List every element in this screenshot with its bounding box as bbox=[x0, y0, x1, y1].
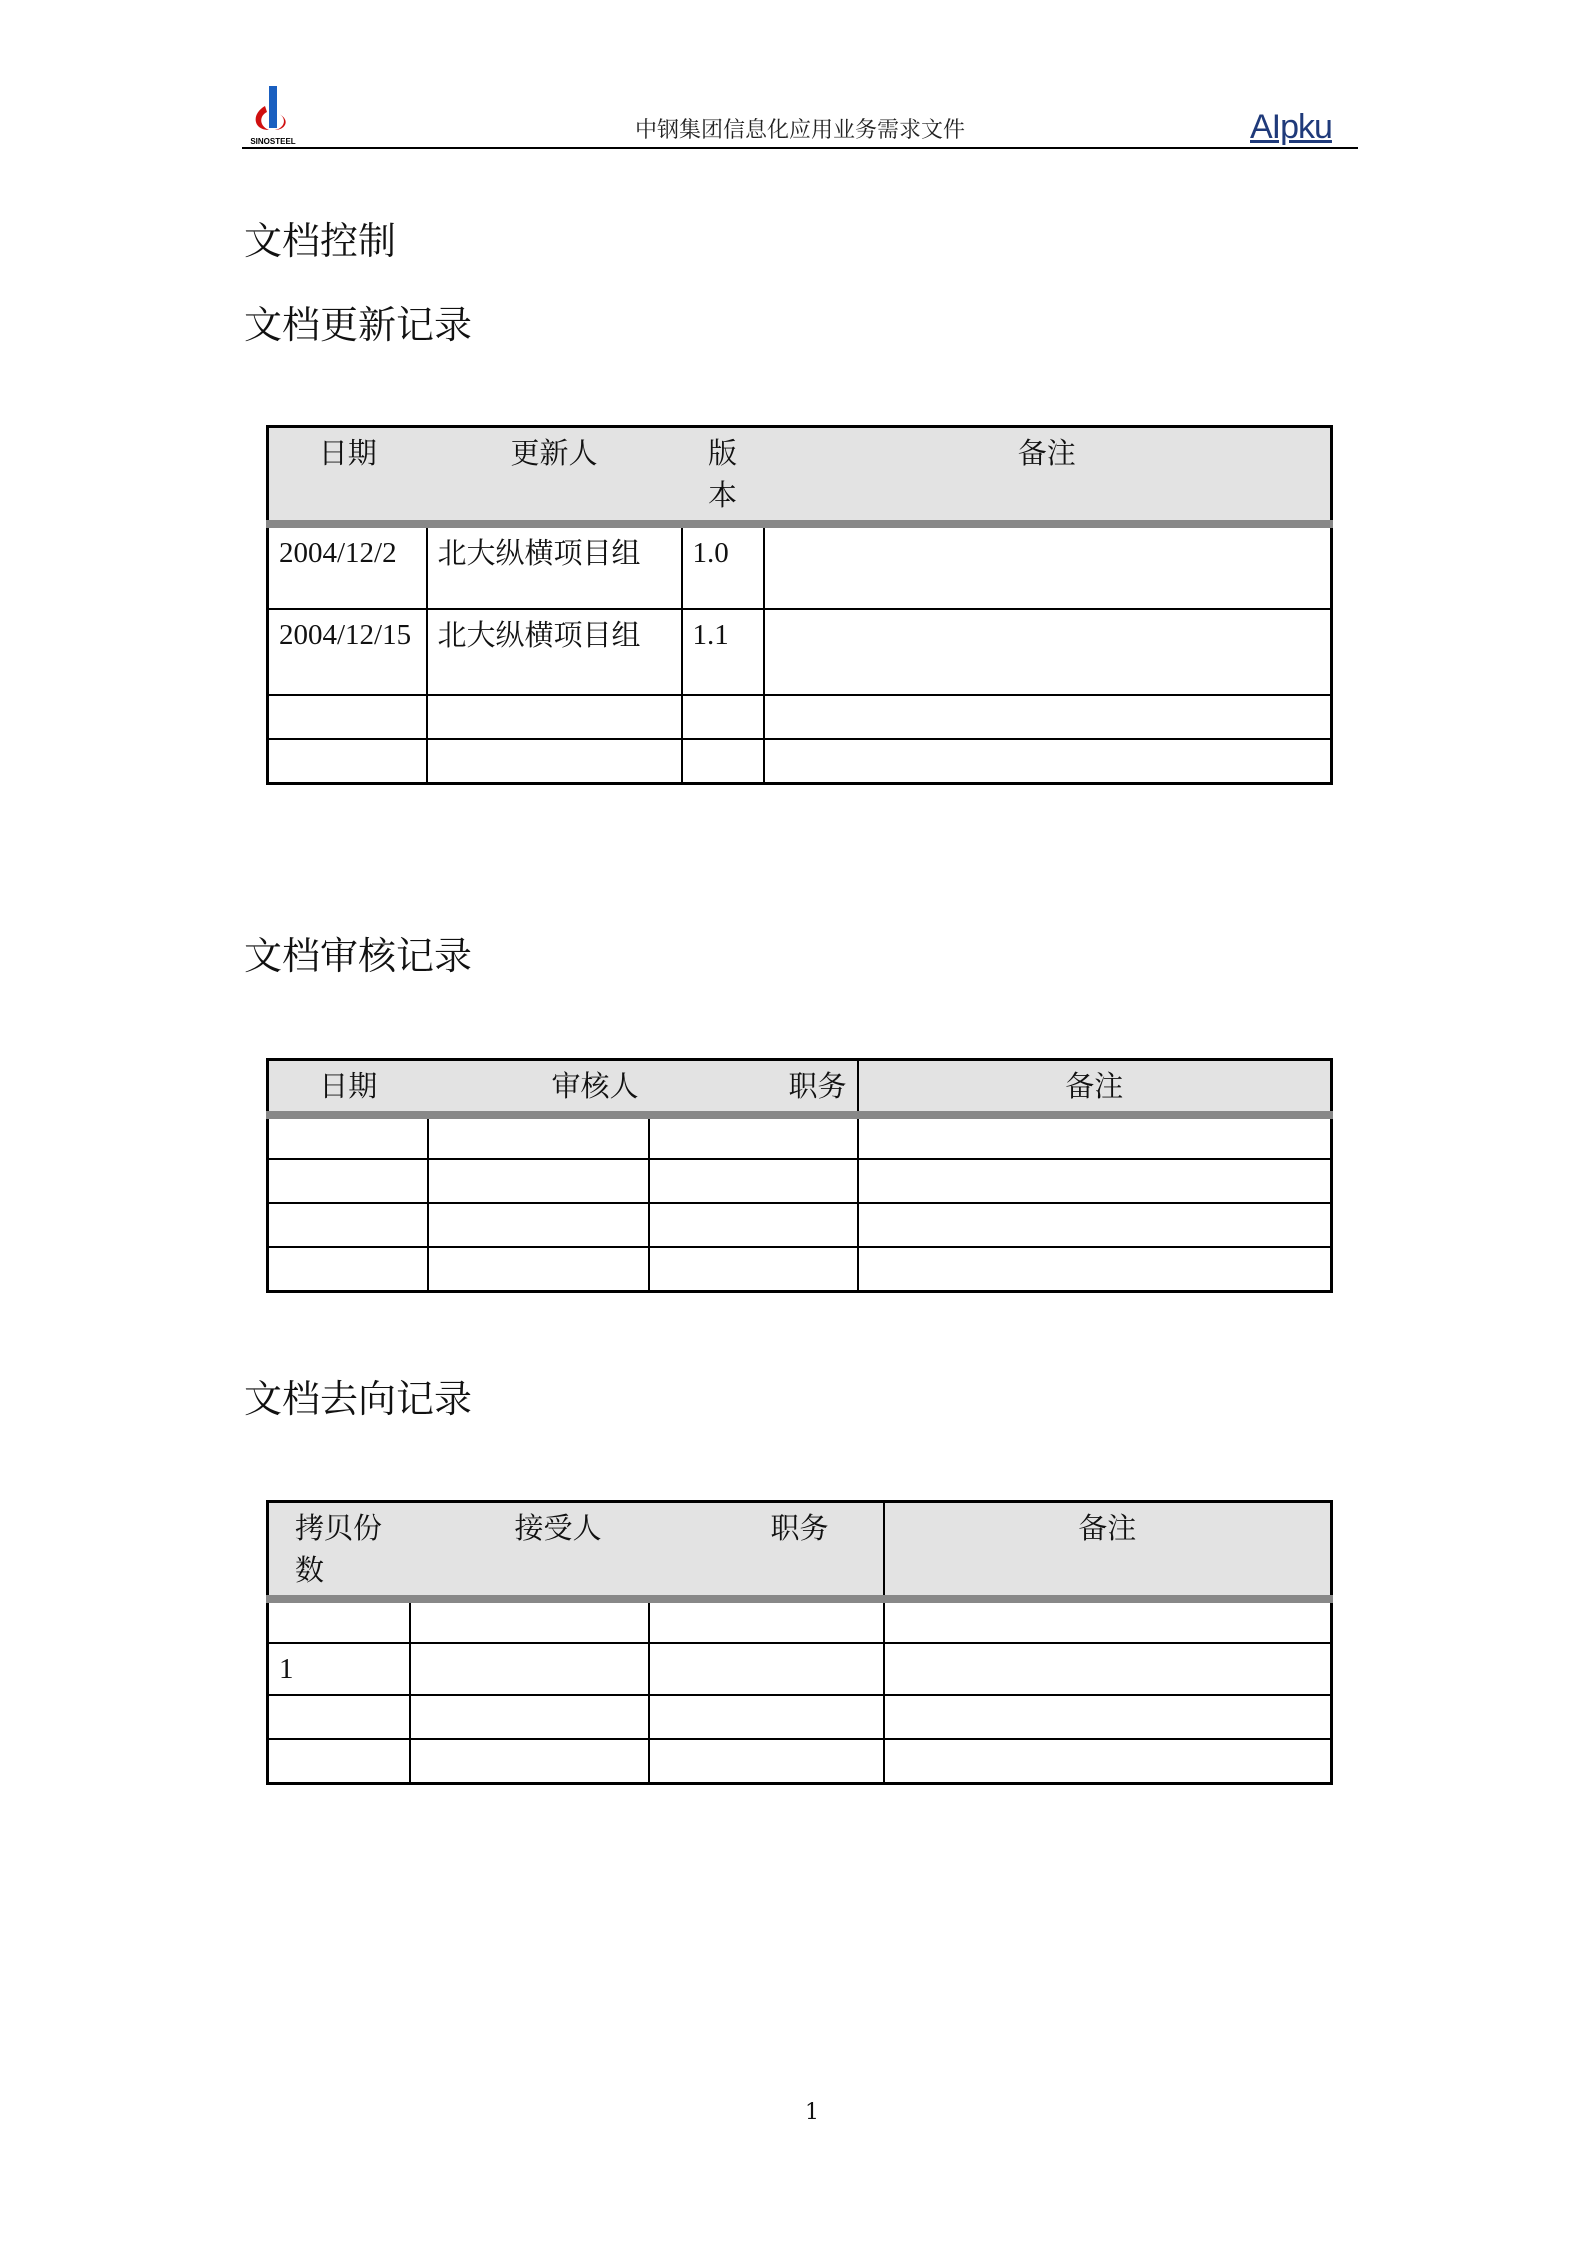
column-header: 日期 bbox=[268, 1060, 428, 1116]
cell bbox=[884, 1643, 1332, 1695]
table-row bbox=[268, 1115, 1332, 1159]
cell bbox=[268, 1115, 428, 1159]
aipku-logo: AIpku bbox=[1250, 108, 1332, 146]
cell bbox=[884, 1739, 1332, 1783]
heading-update-record: 文档更新记录 bbox=[244, 303, 473, 347]
heading-document-control: 文档控制 bbox=[244, 219, 397, 263]
cell bbox=[428, 1203, 649, 1247]
cell bbox=[268, 1739, 410, 1783]
table-row bbox=[268, 1203, 1332, 1247]
cell bbox=[410, 1695, 649, 1739]
table-row bbox=[268, 609, 1332, 695]
column-header: 拷贝份数 bbox=[268, 1502, 410, 1600]
table-row bbox=[268, 524, 1332, 609]
cell bbox=[649, 1115, 858, 1159]
svg-text:SINOSTEEL: SINOSTEEL bbox=[250, 137, 296, 146]
table-row bbox=[268, 739, 1332, 783]
cell bbox=[649, 1695, 884, 1739]
column-header: 备注 bbox=[858, 1060, 1332, 1116]
cell bbox=[268, 695, 427, 739]
cell-updater: 北大纵横项目组 bbox=[427, 524, 682, 609]
cell bbox=[268, 1695, 410, 1739]
page-number: 1 bbox=[805, 2100, 819, 2125]
cell bbox=[764, 739, 1332, 783]
cell bbox=[858, 1159, 1332, 1203]
cell bbox=[649, 1159, 858, 1203]
column-header: 日期 bbox=[268, 427, 427, 525]
cell bbox=[268, 1247, 428, 1291]
update-record-table bbox=[266, 425, 1333, 785]
cell-version: 1.0 bbox=[682, 524, 764, 609]
cell bbox=[410, 1599, 649, 1643]
table-header-row bbox=[268, 1502, 1332, 1600]
distribution-record-table bbox=[266, 1500, 1333, 1785]
table-row bbox=[268, 1247, 1332, 1291]
cell-copies: 1 bbox=[268, 1643, 410, 1695]
cell-updater: 北大纵横项目组 bbox=[427, 609, 682, 695]
cell bbox=[682, 695, 764, 739]
cell bbox=[268, 739, 427, 783]
table-row bbox=[268, 1643, 1332, 1695]
cell-date: 2004/12/15 bbox=[268, 609, 427, 695]
cell bbox=[268, 1203, 428, 1247]
column-header: 更新人 bbox=[427, 427, 682, 525]
cell bbox=[427, 695, 682, 739]
cell bbox=[268, 1599, 410, 1643]
table-header-row bbox=[268, 427, 1332, 525]
cell bbox=[427, 739, 682, 783]
cell bbox=[428, 1115, 649, 1159]
cell bbox=[884, 1695, 1332, 1739]
cell bbox=[858, 1203, 1332, 1247]
table-row bbox=[268, 1695, 1332, 1739]
cell bbox=[649, 1203, 858, 1247]
cell bbox=[428, 1159, 649, 1203]
cell bbox=[428, 1247, 649, 1291]
cell bbox=[649, 1247, 858, 1291]
column-header: 备注 bbox=[884, 1502, 1332, 1600]
cell-remark bbox=[764, 524, 1332, 609]
cell-remark bbox=[764, 609, 1332, 695]
cell bbox=[649, 1643, 884, 1695]
heading-review-record: 文档审核记录 bbox=[244, 934, 473, 978]
cell bbox=[410, 1643, 649, 1695]
header-divider bbox=[242, 147, 1358, 149]
table-header-row bbox=[268, 1060, 1332, 1116]
cell bbox=[884, 1599, 1332, 1643]
header-title: 中钢集团信息化应用业务需求文件 bbox=[634, 118, 965, 143]
column-header: 职务 bbox=[649, 1502, 884, 1600]
cell bbox=[682, 739, 764, 783]
column-header: 备注 bbox=[764, 427, 1332, 525]
cell bbox=[649, 1739, 884, 1783]
cell bbox=[764, 695, 1332, 739]
cell bbox=[858, 1115, 1332, 1159]
table-row bbox=[268, 1739, 1332, 1783]
column-header: 接受人 bbox=[410, 1502, 649, 1600]
table-row bbox=[268, 695, 1332, 739]
cell-date: 2004/12/2 bbox=[268, 524, 427, 609]
cell bbox=[410, 1739, 649, 1783]
column-header: 版本 bbox=[682, 427, 764, 525]
cell bbox=[268, 1159, 428, 1203]
review-record-table bbox=[266, 1058, 1333, 1293]
cell bbox=[649, 1599, 884, 1643]
table-row bbox=[268, 1159, 1332, 1203]
cell bbox=[858, 1247, 1332, 1291]
column-header: 职务 bbox=[649, 1060, 858, 1116]
cell-version: 1.1 bbox=[682, 609, 764, 695]
heading-distribution-record: 文档去向记录 bbox=[244, 1377, 473, 1421]
table-row bbox=[268, 1599, 1332, 1643]
column-header: 审核人 bbox=[428, 1060, 649, 1116]
